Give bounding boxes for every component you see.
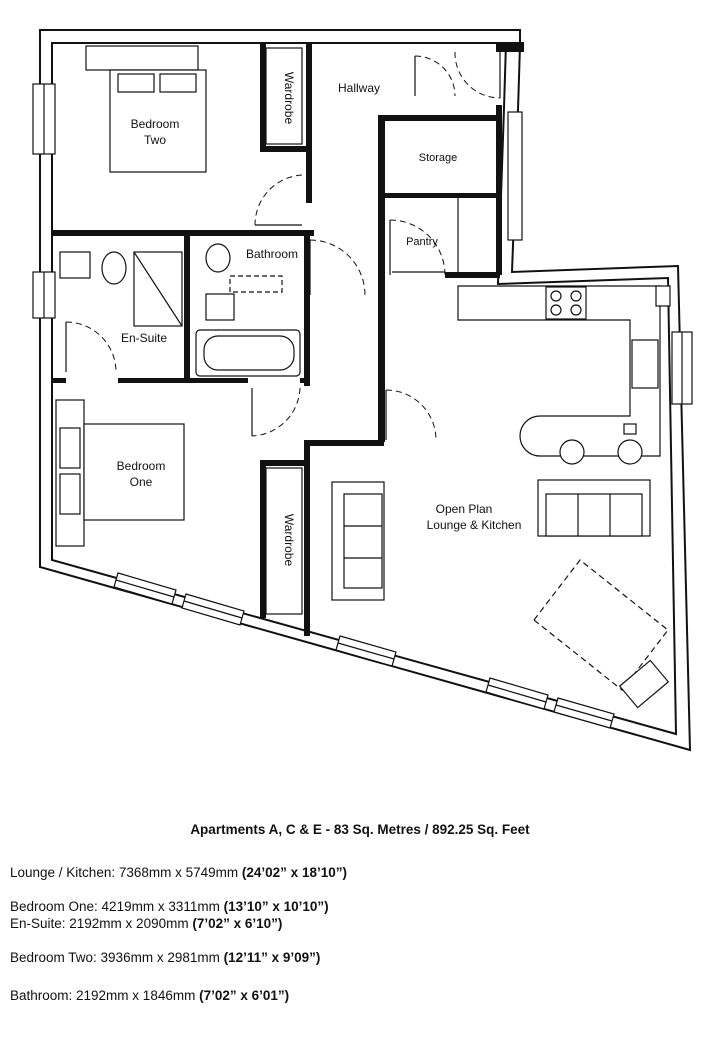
dimension-en-suite <box>10 915 710 932</box>
bedroom-one-label-1: Bedroom <box>116 459 166 473</box>
dimension-bathroom-imperial: (7’02” x 6’01”) <box>199 988 290 1003</box>
dimension-bedroom-one <box>10 898 710 915</box>
dimension-lounge-kitchen <box>10 864 710 881</box>
dimension-bedroom-two <box>10 949 710 966</box>
open-plan-label-1: Open Plan <box>435 502 493 516</box>
open-plan-label-2: Lounge & Kitchen <box>426 518 522 532</box>
hallway-label: Hallway <box>337 81 381 95</box>
dimension-bedroom-two-metric: Bedroom Two: 3936mm x 2981mm <box>10 950 220 965</box>
bedroom-two-label-2: Two <box>143 133 167 147</box>
dimension-bathroom <box>10 987 710 1004</box>
dimension-lounge-kitchen-imperial: (24’02” x 18’10”) <box>241 865 347 880</box>
dimension-bedroom-one-metric: Bedroom One: 4219mm x 3311mm <box>10 899 220 914</box>
dimension-bathroom-metric: Bathroom: 2192mm x 1846mm <box>10 988 196 1003</box>
bedroom-one-label-2: One <box>129 475 153 489</box>
pantry-label: Pantry <box>406 236 438 248</box>
dimension-en-suite-metric: En-Suite: 2192mm x 2090mm <box>10 916 189 931</box>
en-suite-label: En-Suite <box>120 331 168 345</box>
bedroom-two-label-1: Bedroom <box>130 117 180 131</box>
wardrobe-bottom-label: Wardrobe <box>282 513 296 567</box>
dimension-en-suite-imperial: (7’02” x 6’10”) <box>192 916 283 931</box>
dimension-lounge-kitchen-metric: Lounge / Kitchen: 7368mm x 5749mm <box>10 865 239 880</box>
storage-label: Storage <box>418 152 458 164</box>
dimension-bedroom-one-imperial: (13’10” x 10’10”) <box>223 899 329 914</box>
room-dimensions <box>10 864 710 1004</box>
wardrobe-top-label: Wardrobe <box>282 71 296 125</box>
dimension-bedroom-two-imperial: (12’11” x 9’09”) <box>223 950 321 965</box>
plan-caption: Apartments A, C & E - 83 Sq. Metres / 892.25 Sq. Feet <box>190 822 530 837</box>
bathroom-label: Bathroom <box>245 247 299 261</box>
